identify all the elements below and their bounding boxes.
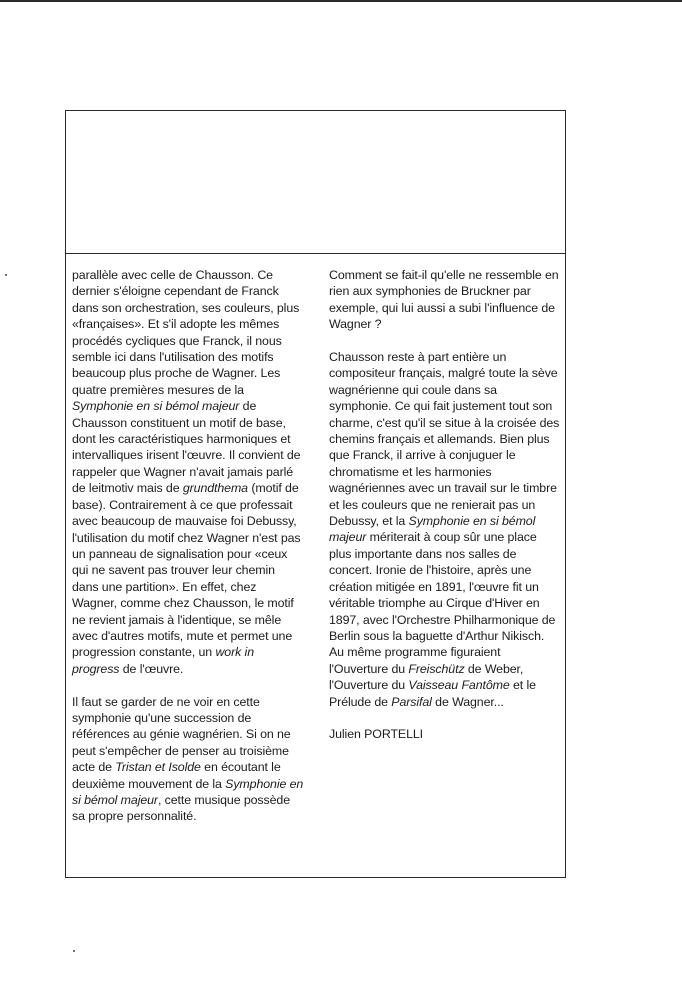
italic-title: grundthema xyxy=(182,481,248,496)
text-run: mériterait à coup sûr une place plus importante dans nos salles de concert. Ironie de l'histoire, après une création mitigée en 1891, l'œuvre fit un véritable triomphe au Cirque d'Hiver en 1897, avec l'Orchestre Philharmonique de Berlin sous la baguette d'Arthur Nikisch. Au même programme figuraient l'Ouverture du xyxy=(329,530,556,676)
text-run: en écoutant le deuxième mouvement de la xyxy=(72,760,281,791)
header-divider xyxy=(66,253,565,254)
italic-title: Symphonie en si bémol majeur xyxy=(72,776,304,807)
right-column xyxy=(329,267,561,759)
author-signature: Julien PORTELLI xyxy=(329,727,424,742)
text-run: et le Prélude de xyxy=(329,678,536,709)
text-run: Il faut se garder de ne voir en cette symphonie qu'une succession de références au génie wagnérien. Si on ne peut s'empêcher de penser au troisième acte de xyxy=(72,694,291,775)
text-run: , cette musique possède sa propre personnalité. xyxy=(72,792,290,824)
text-run: Comment se fait-il qu'elle ne ressemble en rien aux symphonies de Bruckner par exemple, qui lui aussi a subi l'influence de Wagner ? xyxy=(329,268,559,332)
text-run: parallèle avec celle de Chausson. Ce dernier s'éloigne cependant de Franck dans son orchestration, ses couleurs, plus «françaises». Et s'il adopte les mêmes procédés cycliques que Franck, il nous semble ici dans l'utilisation des motifs beaucoup plus proche de Wagner. Les quatre premières mesures de la xyxy=(72,268,300,397)
page-speck xyxy=(5,274,7,276)
text-run: de Chausson constituent un motif de base, dont les caractéristiques harmoniques et intervalliques irisent l'œuvre. Il convient de rappeler que Wagner n'avait jamais parlé de leitmotiv mais de xyxy=(72,399,301,496)
text-run: Chausson reste à part entière un compositeur français, malgré toute la sève wagnérienne qui coule dans sa symphonie. Ce qui fait justement tout son charme, c'est qu'il se situe à la croisée des chemins français et allemands. Bien plus que Franck, il arrive à conjuguer le chromatisme et les harmonies wagnériennes avec un travail sur le timbre et les couleurs que ne renierait pas un Debussy, et la xyxy=(329,350,560,529)
text-run: de Wagner... xyxy=(431,694,504,709)
italic-title: work in progress xyxy=(72,645,254,676)
text-run: de Weber, l'Ouverture du xyxy=(329,661,524,693)
article-frame xyxy=(65,110,566,878)
page-speck xyxy=(73,950,75,952)
left-column xyxy=(72,267,304,841)
italic-title: Vaisseau Fantôme xyxy=(408,678,510,693)
italic-title: Freischütz xyxy=(408,661,465,676)
italic-title: Parsifal xyxy=(391,694,432,709)
text-run: de l'œuvre. xyxy=(119,661,184,676)
article-paragraph xyxy=(329,349,561,710)
text-run: (motif de base). Contrairement à ce que professait avec beaucoup de mauvaise foi Debussy, l'utilisation du motif chez Wagner n'est pas un panneau de signalisation pour «ceux qui ne savent pas trouver leur chemin dans une partition». En effet, chez Wagner, comme chez Chausson, le motif ne revient jamais à l'identique, se mêle avec d'autres motifs, mute et permet une progression constante, un xyxy=(72,481,301,660)
italic-title: Tristan et Isolde xyxy=(115,760,201,775)
italic-title: Symphonie en si bémol majeur xyxy=(329,514,536,545)
article-paragraph xyxy=(329,267,561,333)
article-paragraph xyxy=(72,267,304,677)
article-paragraph xyxy=(72,694,304,825)
italic-title: Symphonie en si bémol majeur xyxy=(72,399,240,414)
